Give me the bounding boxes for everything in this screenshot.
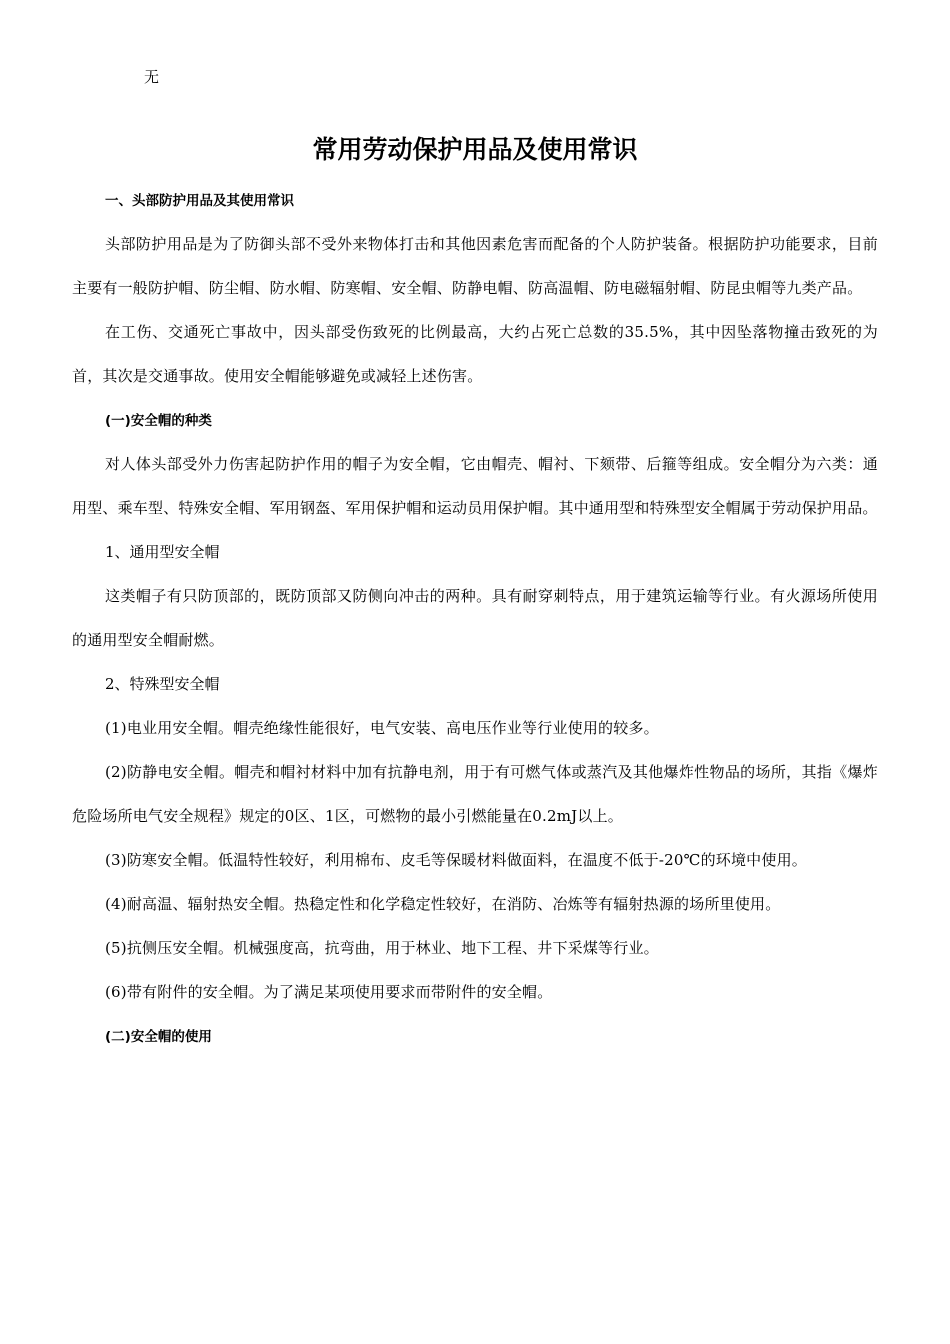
list-item-helmet-type: (5)抗侧压安全帽。机械强度高，抗弯曲，用于林业、地下工程、井下采煤等行业。 — [105, 939, 659, 957]
paragraph-helmet-definition: 对人体头部受外力伤害起防护作用的帽子为安全帽，它由帽壳、帽衬、下颏带、后箍等组成。安全帽分为六类：通用型、乘车型、特殊安全帽、军用钢盔、军用保护帽和运动员用保护帽。其中通用型和特殊型安全帽属于劳动保护用品。 — [72, 455, 878, 517]
item-title-special-helmet: 2、特殊型安全帽 — [105, 675, 220, 693]
list-item-helmet-type: (6)带有附件的安全帽。为了满足某项使用要求而带附件的安全帽。 — [105, 983, 553, 1001]
paragraph-injury-statistics: 在工伤、交通死亡事故中，因头部受伤致死的比例最高，大约占死亡总数的35.5%，其中因坠落物撞击致死的为首，其次是交通事故。使用安全帽能够避免或减轻上述伤害。 — [72, 323, 878, 385]
section-heading-head-protection: 一、头部防护用品及其使用常识 — [105, 193, 294, 209]
document-title: 常用劳动保护用品及使用常识 — [312, 135, 638, 164]
paragraph-general-helmet: 这类帽子有只防顶部的，既防顶部又防侧向冲击的两种。具有耐穿刺特点，用于建筑运输等行业。有火源场所使用的通用型安全帽耐燃。 — [72, 587, 878, 649]
list-item-helmet-type: (3)防寒安全帽。低温特性较好，利用棉布、皮毛等保暖材料做面料，在温度不低于-20℃的环境中使用。 — [105, 851, 807, 869]
document-body — [72, 186, 878, 1052]
list-item-helmet-type: (2)防静电安全帽。帽壳和帽衬材料中加有抗静电剂，用于有可燃气体或蒸汽及其他爆炸性物品的场所，其指《爆炸危险场所电气安全规程》规定的0区、1区，可燃物的最小引燃能量在0.2mJ以上。 — [72, 763, 878, 825]
list-item-helmet-type: (1)电业用安全帽。帽壳绝缘性能很好，电气安装、高电压作业等行业使用的较多。 — [105, 719, 659, 737]
paragraph-head-protection-intro: 头部防护用品是为了防御头部不受外来物体打击和其他因素危害而配备的个人防护装备。根据防护功能要求，目前主要有一般防护帽、防尘帽、防水帽、防寒帽、安全帽、防静电帽、防高温帽、防电磁辐射帽、防昆虫帽等九类产品。 — [72, 235, 878, 297]
list-item-helmet-type: (4)耐高温、辐射热安全帽。热稳定性和化学稳定性较好，在消防、冶炼等有辐射热源的场所里使用。 — [105, 895, 781, 913]
subsection-heading-helmet-usage: (二)安全帽的使用 — [105, 1029, 212, 1045]
item-title-general-helmet: 1、通用型安全帽 — [105, 543, 220, 561]
subsection-heading-helmet-types: (一)安全帽的种类 — [105, 413, 212, 429]
corner-mark: 无 — [144, 68, 160, 86]
